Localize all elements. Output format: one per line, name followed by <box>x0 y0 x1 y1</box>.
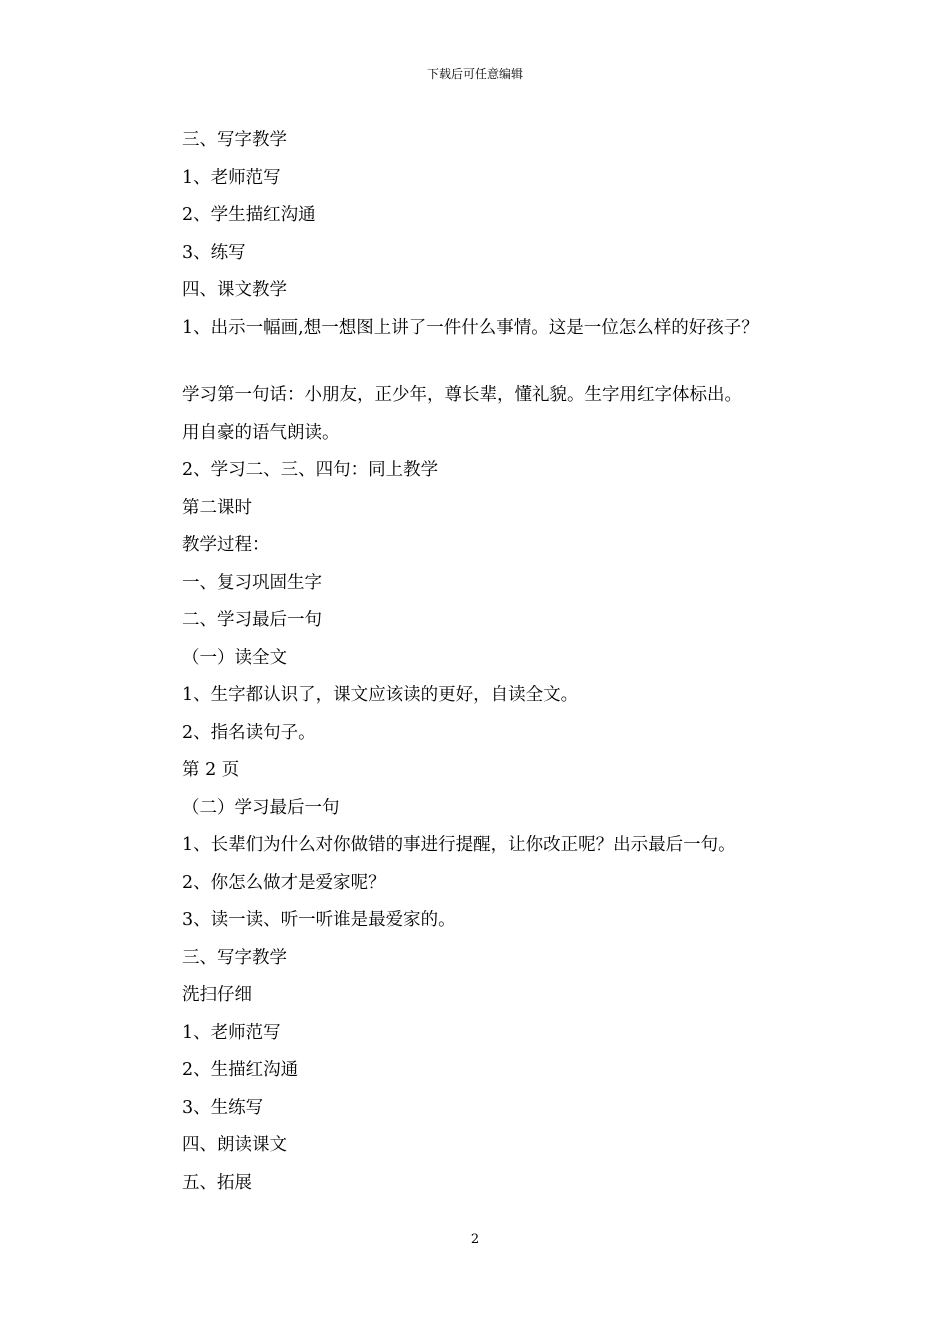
text-line: 1、老师范写 <box>182 167 281 188</box>
text-line: 五、拓展 <box>182 1172 252 1193</box>
text-line: 四、朗读课文 <box>182 1135 287 1155</box>
text-line: 第 2 页 <box>182 760 240 780</box>
text-line: 2、你怎么做才是爱家呢？ <box>182 872 386 893</box>
text-line: 教学过程： <box>182 535 270 555</box>
text-line: （一）读全文 <box>182 647 287 668</box>
text-line: 1、老师范写 <box>182 1022 281 1043</box>
text-line: 1、生字都认识了，课文应该读的更好，自读全文。 <box>182 685 579 705</box>
text-line: 2、学生描红沟通 <box>182 205 316 225</box>
text-line: 学习第一句话：小朋友，正少年，尊长辈，懂礼貌。生字用红字体标出。 <box>182 385 742 405</box>
page-number: 2 <box>470 1232 480 1247</box>
text-line: 2、指名读句子。 <box>182 722 316 743</box>
text-line: 1、长辈们为什么对你做错的事进行提醒，让你改正呢？出示最后一句。 <box>182 835 736 855</box>
text-line: 3、练写 <box>182 242 246 263</box>
text-line: 三、写字教学 <box>182 130 287 150</box>
text-line: 2、生描红沟通 <box>182 1060 299 1080</box>
text-line: 3、读一读、听一听谁是最爱家的。 <box>182 910 456 930</box>
text-line: （二）学习最后一句 <box>182 797 340 818</box>
text-line: 第二课时 <box>182 497 252 518</box>
text-line: 用自豪的语气朗读。 <box>182 422 340 443</box>
text-line: 3、生练写 <box>182 1097 264 1118</box>
text-line: 一、复习巩固生字 <box>182 572 322 593</box>
text-line: 四、课文教学 <box>182 280 287 300</box>
text-line: 三、写字教学 <box>182 947 287 968</box>
text-line: 洗扫仔细 <box>182 985 252 1005</box>
page-header: 下载后可任意编辑 <box>426 67 523 81</box>
text-line: 2、学习二、三、四句：同上教学 <box>182 460 439 480</box>
text-line: 1、出示一幅画,想一想图上讲了一件什么事情。这是一位怎么样的好孩子？ <box>182 317 759 338</box>
text-line: 二、学习最后一句 <box>182 610 322 630</box>
document-body <box>182 122 842 1202</box>
